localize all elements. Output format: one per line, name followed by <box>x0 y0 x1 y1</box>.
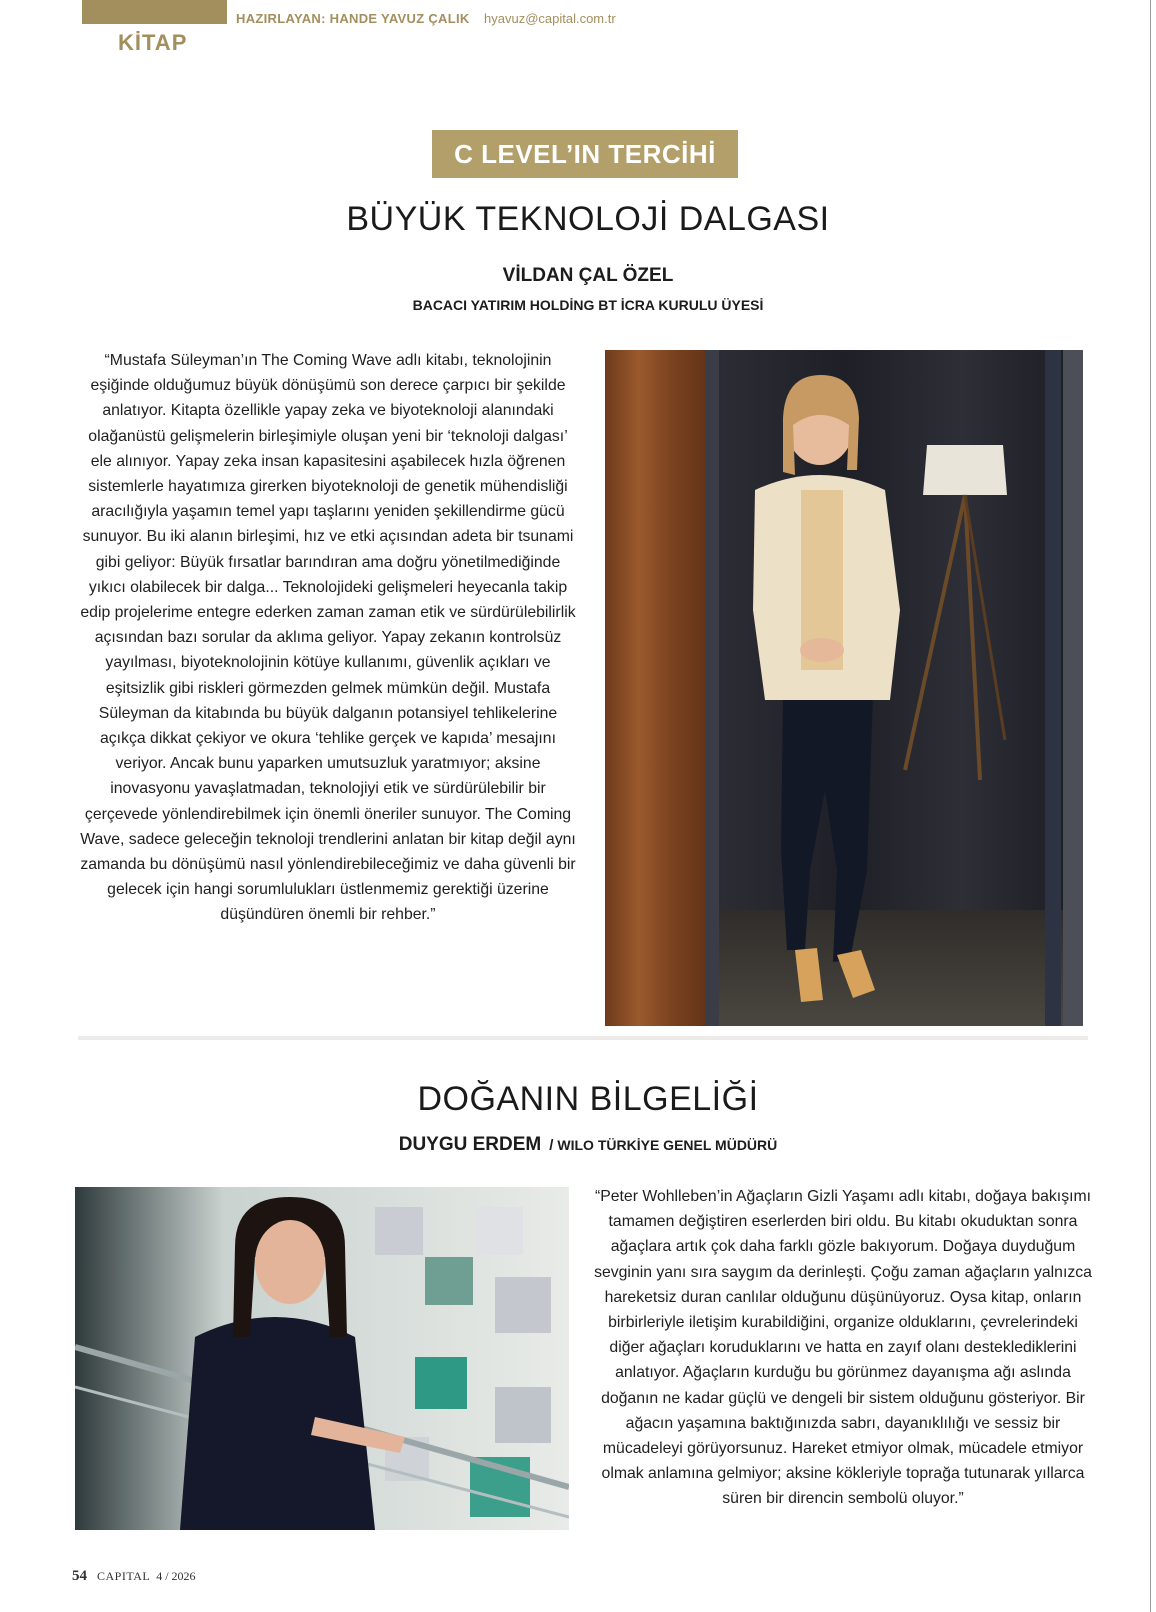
article2-person-role: WILO TÜRKİYE GENEL MÜDÜRÜ <box>557 1137 778 1153</box>
section-divider <box>78 1036 1088 1040</box>
prepared-by: HAZIRLAYAN: HANDE YAVUZ ÇALIK <box>236 11 470 26</box>
byline-separator: / <box>549 1137 554 1154</box>
article1-title: BÜYÜK TEKNOLOJİ DALGASI <box>346 200 830 238</box>
header-accent-bar <box>82 0 227 24</box>
page-number: 54 <box>72 1568 87 1584</box>
author-email: hyavuz@capital.com.tr <box>484 11 616 26</box>
portrait-photo-vildan <box>605 350 1083 1026</box>
portrait-photo-duygu <box>75 1187 569 1530</box>
magazine-name: CAPITAL <box>97 1569 151 1583</box>
article2-title: DOĞANIN BİLGELİĞİ <box>417 1080 759 1118</box>
issue-number: 4 / 2026 <box>156 1569 196 1583</box>
article1-person-name: VİLDAN ÇAL ÖZEL <box>502 265 674 286</box>
article2-quote: “Peter Wohlleben’in Ağaçların Gizli Yaşamı adlı kitabı, doğaya bakışımı tamamen değiştiren eserlerden biri oldu. Bu kitabı okuduktan sonra ağaçlara artık çok daha farklı gözle bakıyorum. Doğaya duyduğum sevginin yanı sıra saygım da derinleşti. Çoğu zaman ağaçların yalnızca hareketsiz duran canlılar olduğunu düşünüyoruz. Oysa kitap, onların birbirleriyle iletişim kurabildiğini, organize olduklarını, çevrelerindeki diğer ağaçları koruduklarını ve hatta en zayıf olanı desteklediklerini anlatıyor. Ağaçların kurduğu bu görünmez dayanışma ağı aslında doğanın ne kadar güçlü ve dengeli bir sistem olduğunu gösteriyor. Bir ağacın yaşamına baktığınızda sabrı, dayanıklılığı ve sessiz bir mücadeleyi görüyorsunuz. Hareket etmiyor olmak, mücadele etmiyor olmak anlamına gelmiyor; aksine kökleriyle toprağa tutunarak yıllarca süren bir direncin sembolü oluyor.” <box>594 1188 1092 1508</box>
article1-person-role: BACACI YATIRIM HOLDİNG BT İCRA KURULU ÜYESİ <box>412 297 764 313</box>
page-footer <box>72 1568 196 1585</box>
section-badge: C LEVEL’IN TERCİHİ <box>432 130 738 178</box>
page-edge-rule <box>1150 0 1151 1612</box>
article2-person-name: DUYGU ERDEM <box>398 1134 542 1155</box>
article1-quote: “Mustafa Süleyman’ın The Coming Wave adlı kitabı, teknolojinin eşiğinde olduğumuz büyük dönüşümü son derece çarpıcı bir şekilde anlatıyor. Kitapta özellikle yapay zeka ve biyoteknoloji alanındaki olağanüstü gelişmelerin birleşimiyle oluşan yeni bir ‘teknoloji dalgası’ ele alınıyor. Yapay zeka insan kapasitesini aşabilecek hızla öğrenen sistemlerle hayatımıza girerken biyoteknoloji de genetik mühendisliği aracılığıyla yaşamın temel yapı taşlarını yeniden şekillendirme gücü sunuyor. Bu iki alanın birleşimi, hız ve etki açısından adeta bir tsunami gibi geliyor: Büyük fırsatlar barındıran ama doğru yönetilmediğinde yıkıcı olabilecek bir dalga... Teknolojideki gelişmeleri heyecanla takip edip projelerime entegre ederken zaman zaman etik ve sürdürülebilirlik açısından bazı sorular da aklıma geliyor. Yapay zekanın kontrolsüz yayılması, biyoteknolojinin kötüye kullanımı, güvenlik açıkları ve eşitsizlik gibi riskleri görmezden gelmek mümkün değil. Mustafa Süleyman da kitabında bu büyük dalganın potansiyel tehlikelerine açıkça dikkat çekiyor ve okura ‘tehlike gerçek ve kapıda’ mesajını veriyor. Ancak bunu yaparken umutsuzluk yaratmıyor; aksine inovasyonu yavaşlatmadan, teknolojiyi etik ve sürdürülebilir bir çerçevede yönlendirebilmek için önemli öneriler sunuyor. The Coming Wave, sadece geleceğin teknoloji trendlerini anlatan bir kitap değil aynı zamanda bu dönüşümü nasıl yönlendirebileceğimiz ve daha güvenli bir gelecek için hangi sorumlulukları üstlenmemiz gerektiği üzerine düşündüren önemli bir rehber.” <box>80 352 576 924</box>
article2-byline <box>300 1134 876 1156</box>
section-label: KİTAP <box>118 30 188 55</box>
